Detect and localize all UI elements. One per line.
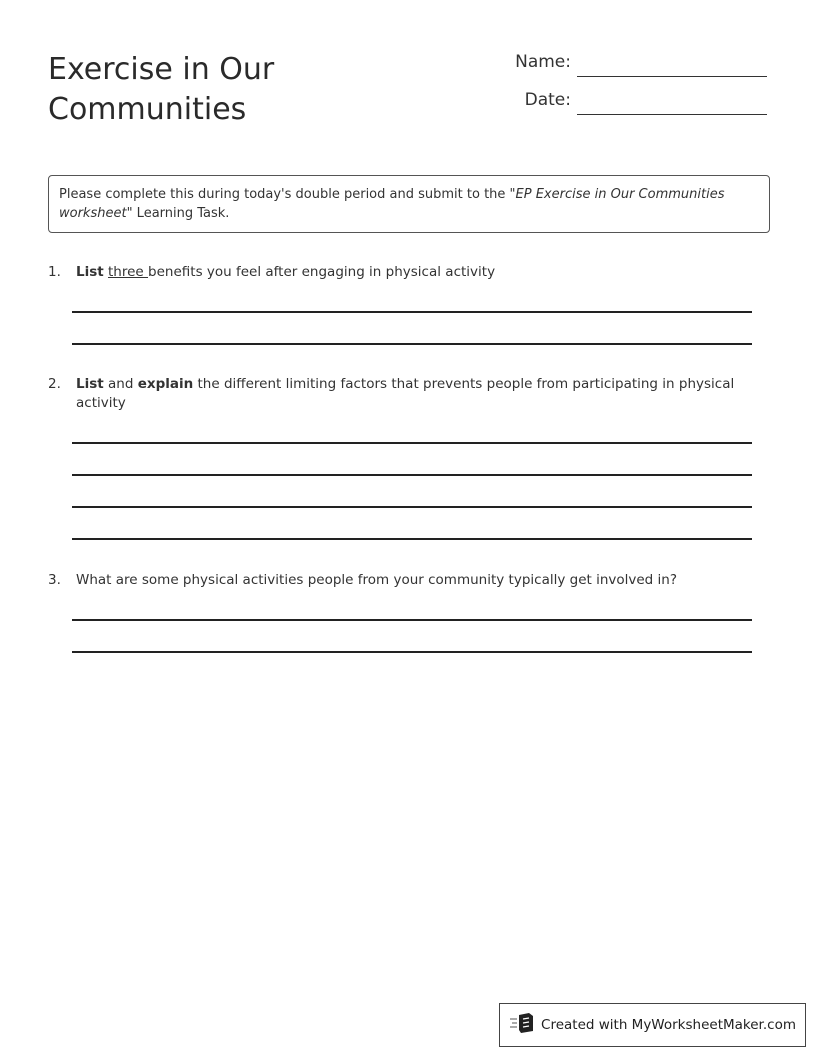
answer-line[interactable] [72,311,752,313]
answer-line[interactable] [72,343,752,345]
answer-line[interactable] [72,474,752,476]
footer-credit [499,1003,806,1047]
footer-text: Created with MyWorksheetMaker.com [541,1017,796,1033]
instructions-text: Please complete this during today's double period and submit to the [59,187,510,202]
question-keyword: List [76,264,104,280]
question-number: 3. [48,572,61,588]
answer-line[interactable] [72,619,752,621]
instructions-suffix: Learning Task. [132,206,230,221]
answer-line[interactable] [72,651,752,653]
question-underline: three [108,264,149,280]
date-field[interactable] [577,114,767,115]
question-number: 2. [48,376,61,392]
name-label: Name: [515,52,571,72]
question-text: benefits you feel after engaging in physical activity [148,264,496,280]
question-keyword: List [76,376,104,392]
question-text: and [103,376,138,392]
question-text: the different limiting factors that prevents people from participating in physical activity [76,376,735,411]
name-field[interactable] [577,76,767,77]
instructions-box [48,175,770,233]
answer-line[interactable] [72,538,752,540]
worksheet-title: Exercise in Our Communities [48,52,275,127]
worksheet-logo-icon [509,1012,535,1038]
question-text: What are some physical activities people from your community typically get involved in? [76,572,678,588]
question-keyword: explain [137,376,194,392]
answer-line[interactable] [72,442,752,444]
question-number: 1. [48,264,61,280]
instructions-task-name: "EP Exercise in Our Communities worksheet" [59,187,725,221]
answer-line[interactable] [72,506,752,508]
date-label: Date: [524,90,571,110]
